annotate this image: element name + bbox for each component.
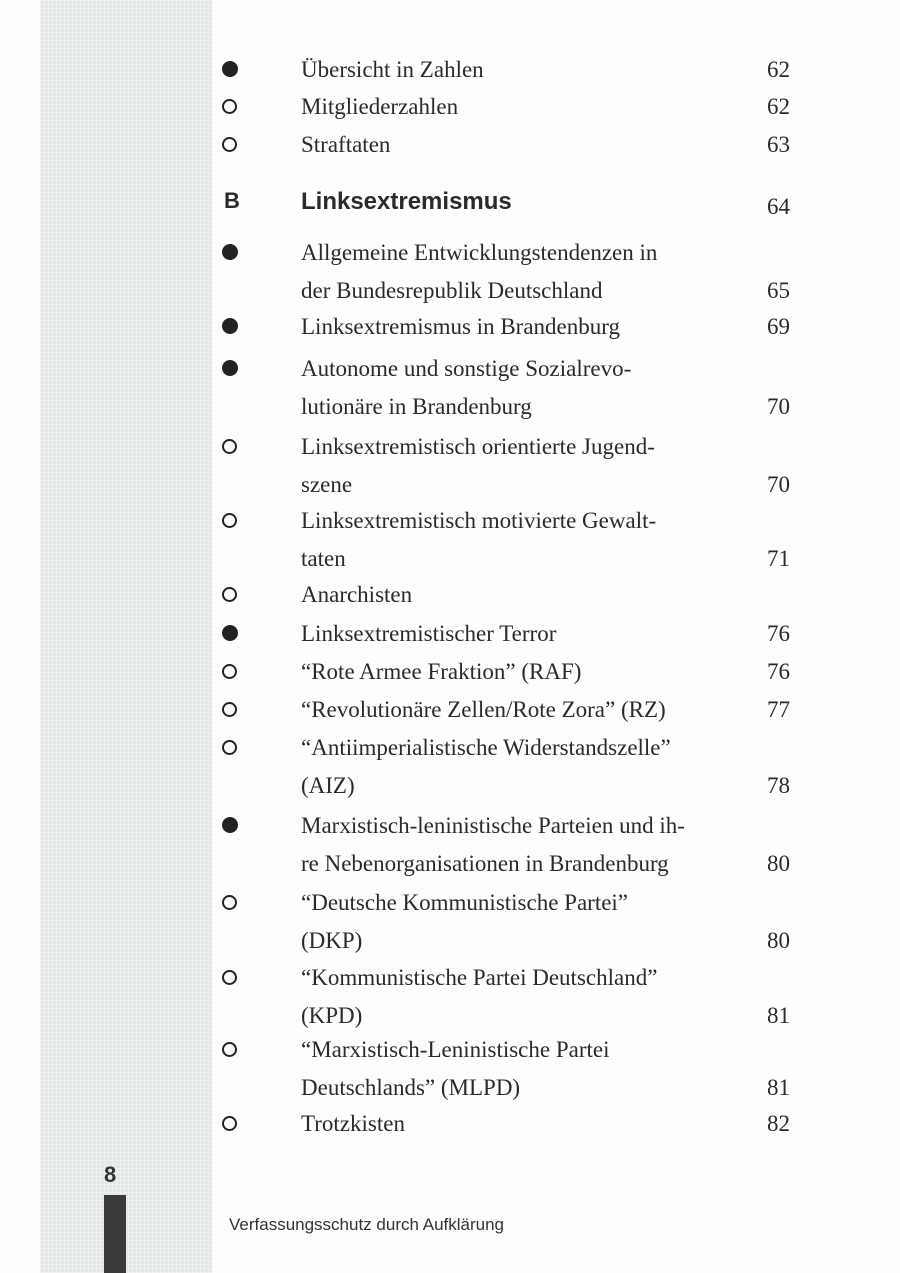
toc-entry xyxy=(222,1105,790,1143)
toc-entry-text: Allgemeine Entwicklungstendenzen in xyxy=(301,240,658,265)
toc-entry-text: Linksextremismus in Brandenburg xyxy=(301,314,620,339)
toc-page-number: 81 xyxy=(767,1003,790,1028)
toc-entry-text: Linksextremismus xyxy=(301,188,512,215)
filled-bullet-icon xyxy=(222,817,238,833)
toc-entry xyxy=(222,88,790,126)
filled-bullet-icon xyxy=(222,318,238,334)
open-bullet-icon xyxy=(222,970,237,985)
toc-section-heading xyxy=(222,188,790,226)
toc-entry xyxy=(222,653,790,691)
toc-entry xyxy=(222,884,790,960)
open-bullet-icon xyxy=(222,137,237,152)
toc-entry xyxy=(222,807,790,883)
toc-entry-text: Straftaten xyxy=(301,132,391,157)
open-bullet-icon xyxy=(222,1116,237,1131)
filled-bullet-icon xyxy=(222,360,238,376)
toc-entry-text: Deutschlands” (MLPD) xyxy=(301,1075,521,1100)
toc-entry-text: Linksextremistisch orientierte Jugend- xyxy=(301,434,655,459)
toc-entry-text: Mitgliederzahlen xyxy=(301,94,459,119)
open-bullet-icon xyxy=(222,587,237,602)
open-bullet-icon xyxy=(222,99,237,114)
toc-entry-text: Linksextremistisch motivierte Gewalt- xyxy=(301,508,657,533)
toc-page-number: 77 xyxy=(767,697,790,722)
toc-entry-text: “Rote Armee Fraktion” (RAF) xyxy=(301,659,582,684)
toc-page-number: 69 xyxy=(767,314,790,339)
open-bullet-icon xyxy=(222,439,237,454)
toc-entry-text: “Marxistisch-Leninistische Partei xyxy=(301,1037,610,1062)
section-letter: B xyxy=(224,188,240,213)
toc-entry-text: Trotzkisten xyxy=(301,1111,405,1136)
toc-entry-text: szene xyxy=(301,472,353,497)
toc-page-number: 64 xyxy=(767,194,790,219)
toc-page-number: 80 xyxy=(767,851,790,876)
toc-entry-text: (AIZ) xyxy=(301,773,355,798)
toc-entry-text: der Bundesrepublik Deutschland xyxy=(301,278,603,303)
toc-page-number: 70 xyxy=(767,394,790,419)
toc-entry-text: Linksextremistischer Terror xyxy=(301,621,557,646)
toc-page-number: 63 xyxy=(767,132,790,157)
toc-entry-text: re Nebenorganisationen in Brandenburg xyxy=(301,851,669,876)
open-bullet-icon xyxy=(222,740,237,755)
page-number: 8 xyxy=(104,1162,117,1187)
toc-entry xyxy=(222,234,790,310)
toc-entry-text: Übersicht in Zahlen xyxy=(301,57,484,82)
filled-bullet-icon xyxy=(222,625,238,641)
toc-page-number: 65 xyxy=(767,278,790,303)
toc-entry xyxy=(222,576,790,614)
toc-entry xyxy=(222,502,790,578)
open-bullet-icon xyxy=(222,702,237,717)
toc-entry-text: Autonome und sonstige Sozialrevo- xyxy=(301,356,632,381)
page-margin-band xyxy=(40,0,212,1273)
toc-page-number: 81 xyxy=(767,1075,790,1100)
open-bullet-icon xyxy=(222,1042,237,1057)
toc-entry xyxy=(222,615,790,653)
toc-page-number: 62 xyxy=(767,57,790,82)
toc-entry xyxy=(222,126,790,164)
toc-entry-text: “Antiimperialistische Widerstandszelle” xyxy=(301,735,671,760)
toc-entry-text: (DKP) xyxy=(301,928,363,953)
open-bullet-icon xyxy=(222,664,237,679)
toc-entry xyxy=(222,51,790,89)
open-bullet-icon xyxy=(222,895,237,910)
toc-entry xyxy=(222,350,790,426)
open-bullet-icon xyxy=(222,513,237,528)
toc-page-number: 62 xyxy=(767,94,790,119)
filled-bullet-icon xyxy=(222,61,238,77)
toc-entry xyxy=(222,959,790,1035)
toc-entry xyxy=(222,428,790,504)
toc-entry-text: lutionäre in Brandenburg xyxy=(301,394,532,419)
toc-page-number: 82 xyxy=(767,1111,790,1136)
toc-page-number: 80 xyxy=(767,928,790,953)
page-marker-bar xyxy=(104,1195,126,1273)
footer-title: Verfassungsschutz durch Aufklärung xyxy=(229,1215,504,1234)
toc-entry-text: taten xyxy=(301,546,346,571)
toc-entry xyxy=(222,691,790,729)
toc-entry-text: “Kommunistische Partei Deutschland” xyxy=(301,965,658,990)
toc-page-number: 71 xyxy=(767,546,790,571)
toc-entry-text: Marxistisch-leninistische Parteien und ih- xyxy=(301,813,685,838)
toc-entry-text: Anarchisten xyxy=(301,582,413,607)
toc-entry-text: (KPD) xyxy=(301,1003,363,1028)
toc-entry xyxy=(222,729,790,805)
toc-entry-text: “Deutsche Kommunistische Partei” xyxy=(301,890,629,915)
toc-page-number: 78 xyxy=(767,773,790,798)
toc-entry xyxy=(222,1031,790,1107)
toc-entry-text: “Revolutionäre Zellen/Rote Zora” (RZ) xyxy=(301,697,666,722)
filled-bullet-icon xyxy=(222,244,238,260)
toc-page-number: 76 xyxy=(767,659,790,684)
toc-page-number: 70 xyxy=(767,472,790,497)
toc-entry xyxy=(222,308,790,346)
toc-page-number: 76 xyxy=(767,621,790,646)
